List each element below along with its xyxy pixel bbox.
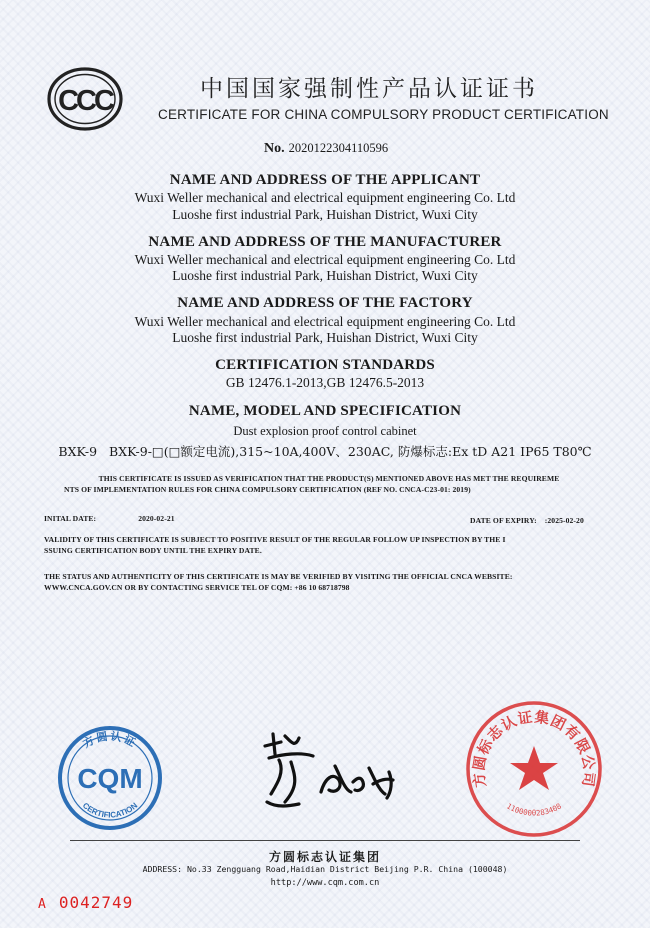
footer-org-name: 方圆标志认证集团 <box>268 850 381 864</box>
svg-text:CERTIFICATION <box>81 801 140 820</box>
certificate-number <box>264 141 388 157</box>
ccc-logo <box>46 66 124 132</box>
validity-statement-line1: VALIDITY OF THIS CERTIFICATE IS SUBJECT TO POSITIVE RESULT OF THE REGULAR FOLLOW UP INSPECTION BY THE I <box>44 535 506 544</box>
expiry-date <box>470 515 584 526</box>
footer-url: http://www.cqm.com.cn <box>270 878 380 888</box>
manufacturer-heading: NAME AND ADDRESS OF THE MANUFACTURER <box>148 234 502 250</box>
serial-value: 0042749 <box>58 893 134 912</box>
certificate-title-cn: 中国国家强制性产品认证证书 <box>200 76 538 102</box>
initial-date-label: INITAL DATE: <box>44 514 97 523</box>
status-statement-line1: THE STATUS AND AUTHENTICITY OF THIS CERTIFICATE IS MAY BE VERIFIED BY VISITING THE OFFICIAL CNCA WEBSITE: <box>44 572 513 581</box>
issued-statement <box>44 473 614 495</box>
factory-address: Luoshe first industrial Park, Huishan District, Wuxi City <box>172 330 478 345</box>
ccc-logo-text: CCC <box>58 85 112 117</box>
certificate-title-en: CERTIFICATE FOR CHINA COMPULSORY PRODUCT CERTIFICATION <box>158 107 609 122</box>
certificate-number-value: 2020122304110596 <box>288 141 389 155</box>
product-heading: NAME, MODEL AND SPECIFICATION <box>188 403 462 419</box>
validity-statement-line2: SSUING CERTIFICATION BODY UNTIL THE EXPIRY DATE. <box>44 546 262 555</box>
status-statement-line2: WWW.CNCA.GOV.CN OR BY CONTACTING SERVICE TEL OF CQM: +86 10 68718798 <box>44 583 350 592</box>
initial-date-value: 2020-02-21 <box>138 514 175 523</box>
standards-heading: CERTIFICATION STANDARDS <box>215 357 435 373</box>
serial-number <box>38 893 133 912</box>
factory-heading: NAME AND ADDRESS OF THE FACTORY <box>177 295 473 311</box>
seal-star-icon <box>510 746 558 790</box>
cqm-logo-top-text: 方圆认证 <box>80 729 140 751</box>
applicant-name: Wuxi Weller mechanical and electrical equipment engineering Co. Ltd <box>134 190 516 205</box>
footer-address: ADDRESS: No.33 Zengguang Road,Haidian District Beijing P.R. China (100048) <box>142 864 508 874</box>
product-model: BXK-9 BXK-9-□(□额定电流),315~10A,400V、230AC, 防爆标志:Ex tD A21 IP65 T80℃ <box>58 444 592 459</box>
footer-divider <box>70 840 580 841</box>
official-seal <box>463 698 605 840</box>
cqm-logo <box>52 722 168 834</box>
validity-statement <box>44 534 614 556</box>
expiry-date-label: DATE OF EXPIRY: <box>470 516 537 525</box>
product-name: Dust explosion proof control cabinet <box>233 424 417 438</box>
cqm-logo-bottom-text: CERTIFICATION <box>80 800 140 820</box>
signature <box>255 732 415 814</box>
serial-prefix: A <box>38 897 47 912</box>
certificate-number-label: No. <box>264 141 285 156</box>
seal-ring-text: 方圆标志认证集团有限公司 <box>471 709 597 789</box>
cqm-logo-main-text: CQM <box>77 763 143 794</box>
manufacturer-address: Luoshe first industrial Park, Huishan District, Wuxi City <box>172 268 478 283</box>
factory-name: Wuxi Weller mechanical and electrical equipment engineering Co. Ltd <box>134 314 516 329</box>
svg-text:1100000283408 <box>505 801 563 817</box>
issued-statement-line1: THIS CERTIFICATE IS ISSUED AS VERIFICATION THAT THE PRODUCT(S) MENTIONED ABOVE HAS MET THE REQUIREME <box>98 474 560 483</box>
applicant-address: Luoshe first industrial Park, Huishan District, Wuxi City <box>172 207 478 222</box>
initial-date <box>44 513 175 524</box>
expiry-date-value: :2025-02-20 <box>544 516 584 525</box>
applicant-heading: NAME AND ADDRESS OF THE APPLICANT <box>169 172 481 188</box>
standards-value: GB 12476.1-2013,GB 12476.5-2013 <box>225 375 425 390</box>
issued-statement-line2: NTS OF IMPLEMENTATION RULES FOR CHINA COMPULSORY CERTIFICATION (REF NO. CNCA-C23-01: 2019) <box>64 485 471 494</box>
seal-code: 1100000283408 <box>505 801 563 818</box>
manufacturer-name: Wuxi Weller mechanical and electrical equipment engineering Co. Ltd <box>134 252 516 267</box>
status-statement <box>44 571 614 593</box>
